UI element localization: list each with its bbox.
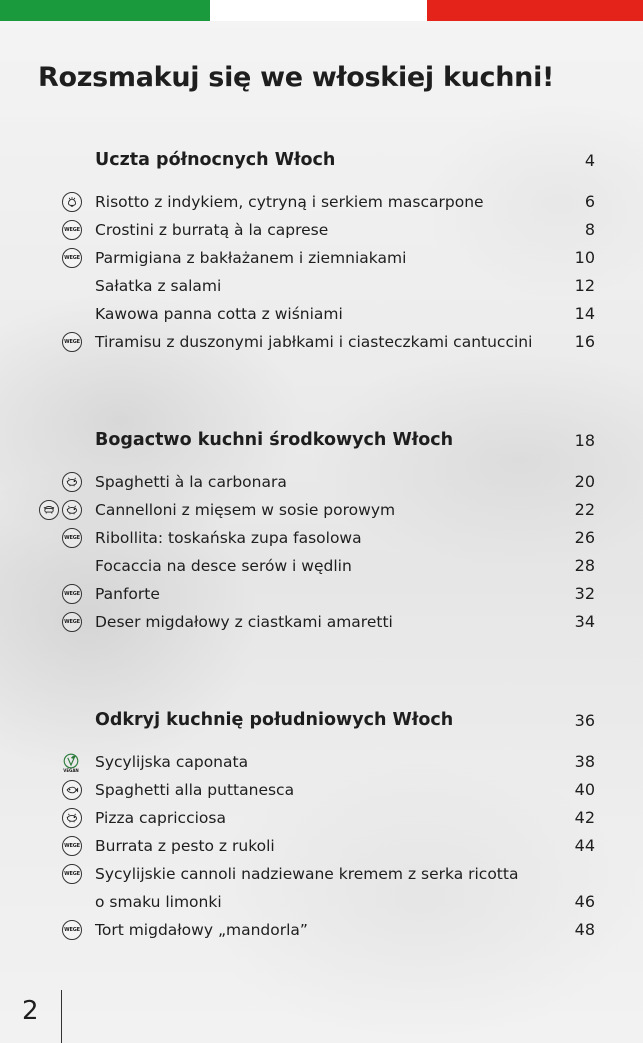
recipe-title-line: Pizza capricciosa	[95, 809, 226, 827]
recipe-title	[95, 244, 560, 272]
recipe-title	[95, 272, 560, 300]
recipe-title	[95, 916, 560, 944]
recipe-title-line: Focaccia na desce serów i wędlin	[95, 557, 352, 575]
recipe-page-number: 34	[574, 612, 595, 631]
recipe-page-number: 20	[574, 472, 595, 491]
recipe-entry[interactable]	[0, 524, 643, 552]
wege-icon	[62, 220, 82, 240]
recipe-page-number: 26	[574, 528, 595, 547]
wege-icon	[62, 528, 82, 548]
recipe-title-line: Deser migdałowy z ciastkami amaretti	[95, 613, 393, 631]
recipe-title	[95, 580, 560, 608]
diet-icons	[62, 612, 82, 632]
recipe-title	[95, 608, 560, 636]
recipe-page-number: 8	[584, 220, 595, 239]
recipe-title	[95, 832, 560, 860]
recipe-page-number: 38	[574, 752, 595, 771]
recipe-title-line: Parmigiana z bakłażanem i ziemniakami	[95, 249, 407, 267]
diet-icons	[62, 780, 82, 800]
recipe-page-number: 32	[574, 584, 595, 603]
recipe-title-line: Kawowa panna cotta z wiśniami	[95, 305, 343, 323]
recipe-entry[interactable]	[0, 272, 643, 300]
wege-icon	[62, 584, 82, 604]
recipe-page-number: 14	[574, 304, 595, 323]
recipe-list	[0, 748, 643, 944]
wege-label: WEGE	[64, 619, 80, 625]
section-page-number: 18	[574, 430, 595, 450]
section-heading[interactable]	[95, 146, 595, 174]
recipe-entry[interactable]	[0, 804, 643, 832]
recipe-entry[interactable]	[0, 328, 643, 356]
diet-icons	[60, 752, 82, 772]
recipe-title	[95, 216, 560, 244]
wege-icon	[62, 920, 82, 940]
page-number: 2	[22, 996, 39, 1026]
recipe-entry[interactable]	[0, 496, 643, 524]
section-title: Uczta północnych Włoch	[95, 150, 336, 170]
diet-icons	[62, 528, 82, 548]
wege-icon	[62, 864, 82, 884]
wege-label: WEGE	[64, 255, 80, 261]
page-number-divider	[61, 990, 62, 1043]
recipe-title-line: Tiramisu z duszonymi jabłkami i ciasteczkami cantuccini	[95, 333, 533, 351]
section-title: Odkryj kuchnię południowych Włoch	[95, 710, 454, 730]
recipe-title-line: Sycylijskie cannoli nadziewane kremem z serka ricotta	[95, 865, 519, 883]
recipe-entry[interactable]	[0, 188, 643, 216]
recipe-title-line: Risotto z indykiem, cytryną i serkiem mascarpone	[95, 193, 484, 211]
diet-icons	[62, 808, 82, 828]
recipe-list	[0, 468, 643, 636]
section-title: Bogactwo kuchni środkowych Włoch	[95, 430, 454, 450]
recipe-entry[interactable]	[0, 608, 643, 636]
diet-icons	[62, 472, 82, 492]
wege-icon	[62, 612, 82, 632]
flag-green-band	[0, 0, 210, 21]
wege-label: WEGE	[64, 871, 80, 877]
recipe-list	[0, 188, 643, 356]
flag-red-band	[427, 0, 643, 21]
page-title: Rozsmakuj się we włoskiej kuchni!	[38, 62, 555, 93]
recipe-title-line: Spaghetti à la carbonara	[95, 473, 287, 491]
section-heading[interactable]	[95, 426, 595, 454]
recipe-title	[95, 328, 560, 356]
pork-icon	[62, 808, 82, 828]
recipe-page-number: 40	[574, 780, 595, 799]
wege-label: WEGE	[64, 591, 80, 597]
section-page-number: 4	[584, 150, 595, 170]
pork-icon	[62, 500, 82, 520]
recipe-title-line: Panforte	[95, 585, 160, 603]
recipe-title-line: Sycylijska caponata	[95, 753, 249, 771]
recipe-title	[95, 776, 560, 804]
recipe-page-number: 46	[574, 892, 595, 911]
diet-icons	[62, 220, 82, 240]
recipe-title	[95, 804, 560, 832]
vegan-icon	[60, 752, 82, 774]
recipe-page-number: 28	[574, 556, 595, 575]
recipe-page-number: 42	[574, 808, 595, 827]
wege-label: WEGE	[64, 227, 80, 233]
turkey-icon	[62, 192, 82, 212]
flag-white-band	[210, 0, 427, 21]
recipe-title	[95, 552, 560, 580]
section-page-number: 36	[574, 710, 595, 730]
recipe-title	[95, 748, 560, 776]
recipe-page-number: 10	[574, 248, 595, 267]
wege-label: WEGE	[64, 927, 80, 933]
recipe-page-number: 6	[584, 192, 595, 211]
recipe-page-number: 12	[574, 276, 595, 295]
diet-icons	[62, 248, 82, 268]
diet-icons	[62, 192, 82, 212]
recipe-title-line: Burrata z pesto z rukoli	[95, 837, 275, 855]
fish-icon	[62, 780, 82, 800]
vegan-label: VEGAN	[63, 768, 79, 773]
recipe-entry[interactable]	[0, 580, 643, 608]
recipe-entry[interactable]	[0, 552, 643, 580]
recipe-title-line: Spaghetti alla puttanesca	[95, 781, 295, 799]
wege-label: WEGE	[64, 535, 80, 541]
recipe-entry[interactable]	[0, 300, 643, 328]
recipe-title-line: Crostini z burratą à la caprese	[95, 221, 329, 239]
recipe-title-line: Tort migdałowy „mandorla”	[95, 921, 308, 939]
recipe-entry[interactable]	[0, 860, 643, 916]
recipe-title-line: Sałatka z salami	[95, 277, 222, 295]
recipe-title-line: Ribollita: toskańska zupa fasolowa	[95, 529, 362, 547]
beef-icon	[39, 500, 59, 520]
recipe-entry[interactable]	[0, 216, 643, 244]
diet-icons	[62, 836, 82, 856]
wege-label: WEGE	[64, 843, 80, 849]
diet-icons	[62, 332, 82, 352]
recipe-title-line: Cannelloni z mięsem w sosie porowym	[95, 501, 396, 519]
recipe-page-number: 22	[574, 500, 595, 519]
recipe-title	[95, 188, 560, 216]
recipe-title-line: o smaku limonki	[95, 893, 222, 911]
recipe-entry[interactable]	[0, 776, 643, 804]
recipe-page-number: 44	[574, 836, 595, 855]
recipe-title	[95, 524, 560, 552]
recipe-entry[interactable]	[0, 468, 643, 496]
pork-icon	[62, 472, 82, 492]
recipe-title	[95, 468, 560, 496]
recipe-title	[95, 300, 560, 328]
recipe-entry[interactable]	[0, 244, 643, 272]
recipe-page-number: 48	[574, 920, 595, 939]
italian-flag-stripe	[0, 0, 643, 21]
recipe-title	[95, 496, 560, 524]
diet-icons	[62, 584, 82, 604]
diet-icons	[62, 864, 82, 884]
recipe-entry[interactable]	[0, 748, 643, 776]
wege-icon	[62, 248, 82, 268]
diet-icons	[39, 500, 82, 520]
wege-icon	[62, 836, 82, 856]
recipe-entry[interactable]	[0, 916, 643, 944]
section-heading[interactable]	[95, 706, 595, 734]
wege-icon	[62, 332, 82, 352]
recipe-title	[95, 860, 560, 916]
wege-label: WEGE	[64, 339, 80, 345]
recipe-entry[interactable]	[0, 832, 643, 860]
diet-icons	[62, 920, 82, 940]
recipe-page-number: 16	[574, 332, 595, 351]
